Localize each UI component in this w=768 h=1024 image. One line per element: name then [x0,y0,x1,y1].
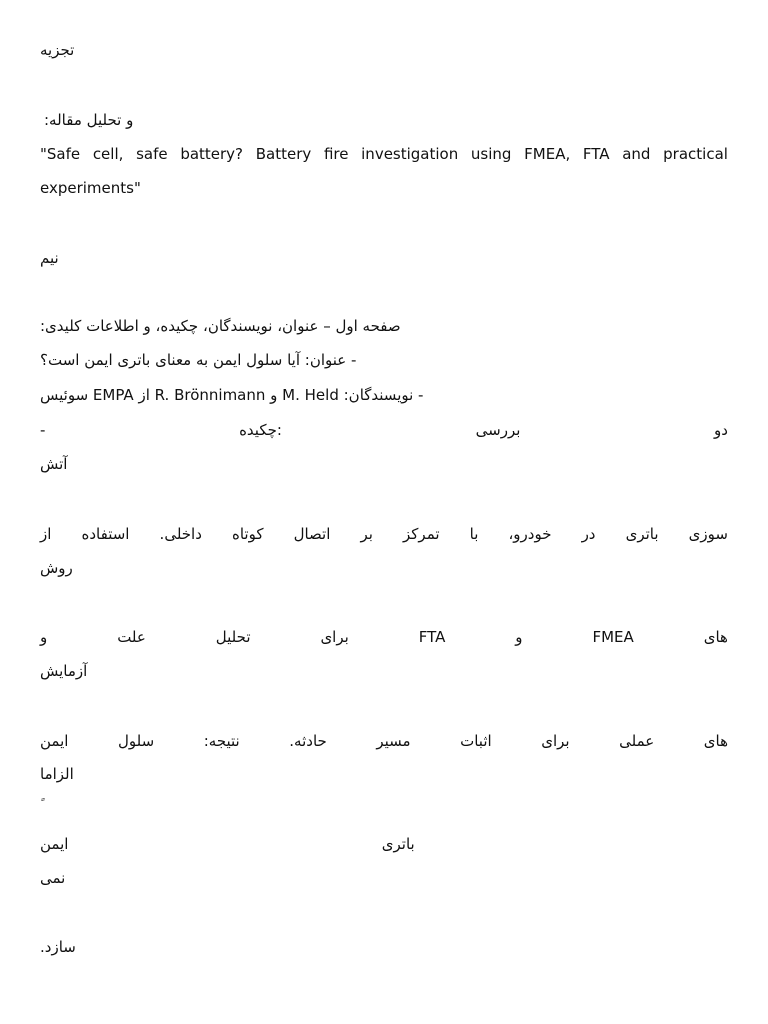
abstract-row-3 [40,627,728,647]
paper-title-line-2: experiments" [40,179,141,197]
justified-word: مسیر [376,732,411,750]
abstract-end: سازد. [40,938,76,956]
justified-word: ایمن [40,835,69,853]
justified-word: و [40,628,48,646]
justified-word: using [470,145,512,163]
halfword-text: نیم [40,249,59,267]
justified-word: در [581,525,596,543]
abstract-row-3-continuation: آزمایش [40,662,88,680]
justified-word: باتری [381,835,415,853]
justified-word: داخلی. [159,525,202,543]
justified-word: Battery [255,145,312,163]
justified-word: حادثه. [289,732,327,750]
section-heading: صفحه اول – عنوان، نویسندگان، چکیده، و اطلاعات کلیدی: [40,317,401,335]
justified-word: نتیجه: [203,732,240,750]
justified-word: دو [714,421,728,439]
justified-word: FMEA, [524,145,571,163]
justified-word: - [40,421,46,439]
justified-word: های [703,628,728,646]
justified-word: تحلیل [215,628,251,646]
justified-word: سلول [117,732,155,750]
abstract-row-5 [40,834,728,854]
justified-word: اتصال [293,525,331,543]
justified-word: "Safe [40,145,81,163]
abstract-row-4-continuation: الزاما [40,765,74,783]
justified-word: سوزی [688,525,728,543]
title-line-1: تجزیه [40,41,75,59]
justified-word: برای [541,732,570,750]
justified-word: کوتاه [231,525,264,543]
justified-word: and [622,145,651,163]
abstract-row-1-continuation: آتش [40,455,68,473]
justified-word: FTA [418,628,446,646]
bullet-authors: - نویسندگان: M. Held و R. Brönnimann از EMPA سوئیس [40,386,424,404]
justified-word: بر [360,525,373,543]
bullet-title: - عنوان: آیا سلول ایمن به معنای باتری ایمن است؟ [40,351,357,369]
tanween-mark [40,798,50,810]
justified-word: FTA [582,145,610,163]
justified-word: safe [136,145,168,163]
justified-word: با [469,525,479,543]
paper-title-line-1 [40,144,728,164]
abstract-row-5-continuation: نمی [40,869,66,887]
justified-word: برای [320,628,349,646]
justified-word: چکیده: [239,421,282,439]
justified-word: FMEA [592,628,634,646]
abstract-row-2 [40,524,728,544]
justified-word: battery? [180,145,244,163]
justified-word: عملی [619,732,655,750]
justified-word: cell, [92,145,124,163]
justified-word: investigation [361,145,459,163]
abstract-row-2-continuation: روش [40,559,73,577]
justified-word: علت [117,628,146,646]
justified-word: استفاده [81,525,130,543]
justified-word: ایمن [40,732,69,750]
justified-word: بررسی [475,421,521,439]
justified-word: و [515,628,523,646]
justified-word: باتری [625,525,659,543]
abstract-row-4 [40,731,728,751]
justified-word: practical [663,145,728,163]
justified-word: از [40,525,52,543]
justified-word: خودرو، [508,525,552,543]
justified-word: اثبات [460,732,492,750]
justified-word: های [703,732,728,750]
abstract-row-1 [40,420,728,440]
justified-word: fire [323,145,349,163]
title-line-2: و تحلیل مقاله: [44,111,134,129]
justified-word: تمرکز [403,525,440,543]
